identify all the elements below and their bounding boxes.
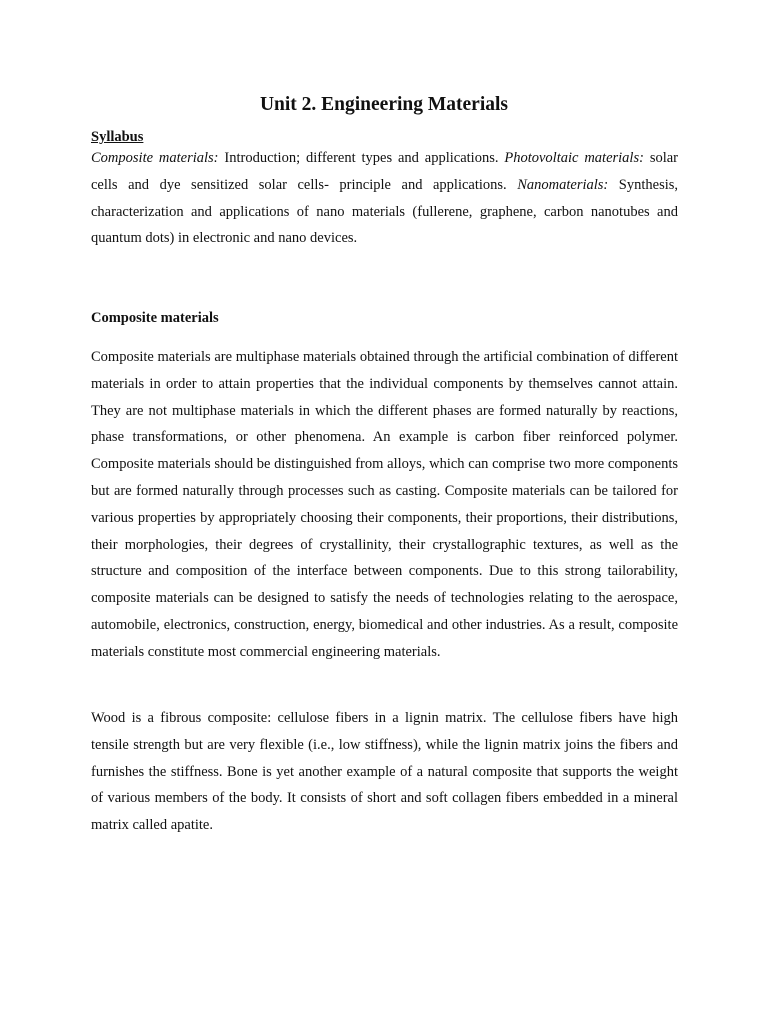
paragraph-2 xyxy=(91,705,678,839)
syllabus-text xyxy=(91,145,678,252)
syllabus-text-3: Synthesis, characterization and applications of nano materials (fullerene, graphene, carbon nanotubes and quantum dots) in electronic and nano devices. xyxy=(91,176,679,247)
page-title: Unit 2. Engineering Materials xyxy=(259,94,509,115)
syllabus-term-nano: Nanomaterials: xyxy=(517,176,609,193)
section-heading: Composite materials xyxy=(91,310,219,326)
paragraph-2-text: Wood is a fibrous composite: cellulose fibers in a lignin matrix. The cellulose fibers have high tensile strength but are very flexible (i.e., low stiffness), while the lignin matrix joins the fibers and furnishes the stiffness. Bone is yet another example of a natural composite that supports the weight of various members of the body. It consists of short and soft collagen fibers embedded in a mineral matrix called apatite. xyxy=(91,710,678,834)
syllabus-text-1: Introduction; different types and applications. xyxy=(218,150,505,166)
syllabus-text-2: solar cells and dye sensitized solar cells- principle and applications. xyxy=(91,150,678,193)
syllabus-heading: Syllabus xyxy=(91,129,144,145)
paragraph-1-text: Composite materials are multiphase materials obtained through the artificial combination of different materials in order to attain properties that the individual components by themselves cannot attain. They are not multiphase materials in which the different phases are formed naturally by reactions, phase transformations, or other phenomena. An example is carbon fiber reinforced polymer. Composite materials should be distinguished from alloys, which can comprise two more components but are formed naturally through processes such as casting. Composite materials can be tailored for various properties by appropriately choosing their components, their proportions, their distributions, their morphologies, their degrees of crystallinity, their crystallographic textures, as well as the structure and composition of the interface between components. Due to this strong tailorability, composite materials can be designed to satisfy the needs of technologies relating to the aerospace, automobile, electronics, construction, energy, biomedical and other industries. As a result, composite materials constitute most commercial engineering materials. xyxy=(91,349,678,660)
syllabus-term-composite: Composite materials: xyxy=(91,150,219,166)
paragraph-1 xyxy=(91,344,678,666)
syllabus-term-photovoltaic: Photovoltaic materials: xyxy=(504,150,644,166)
